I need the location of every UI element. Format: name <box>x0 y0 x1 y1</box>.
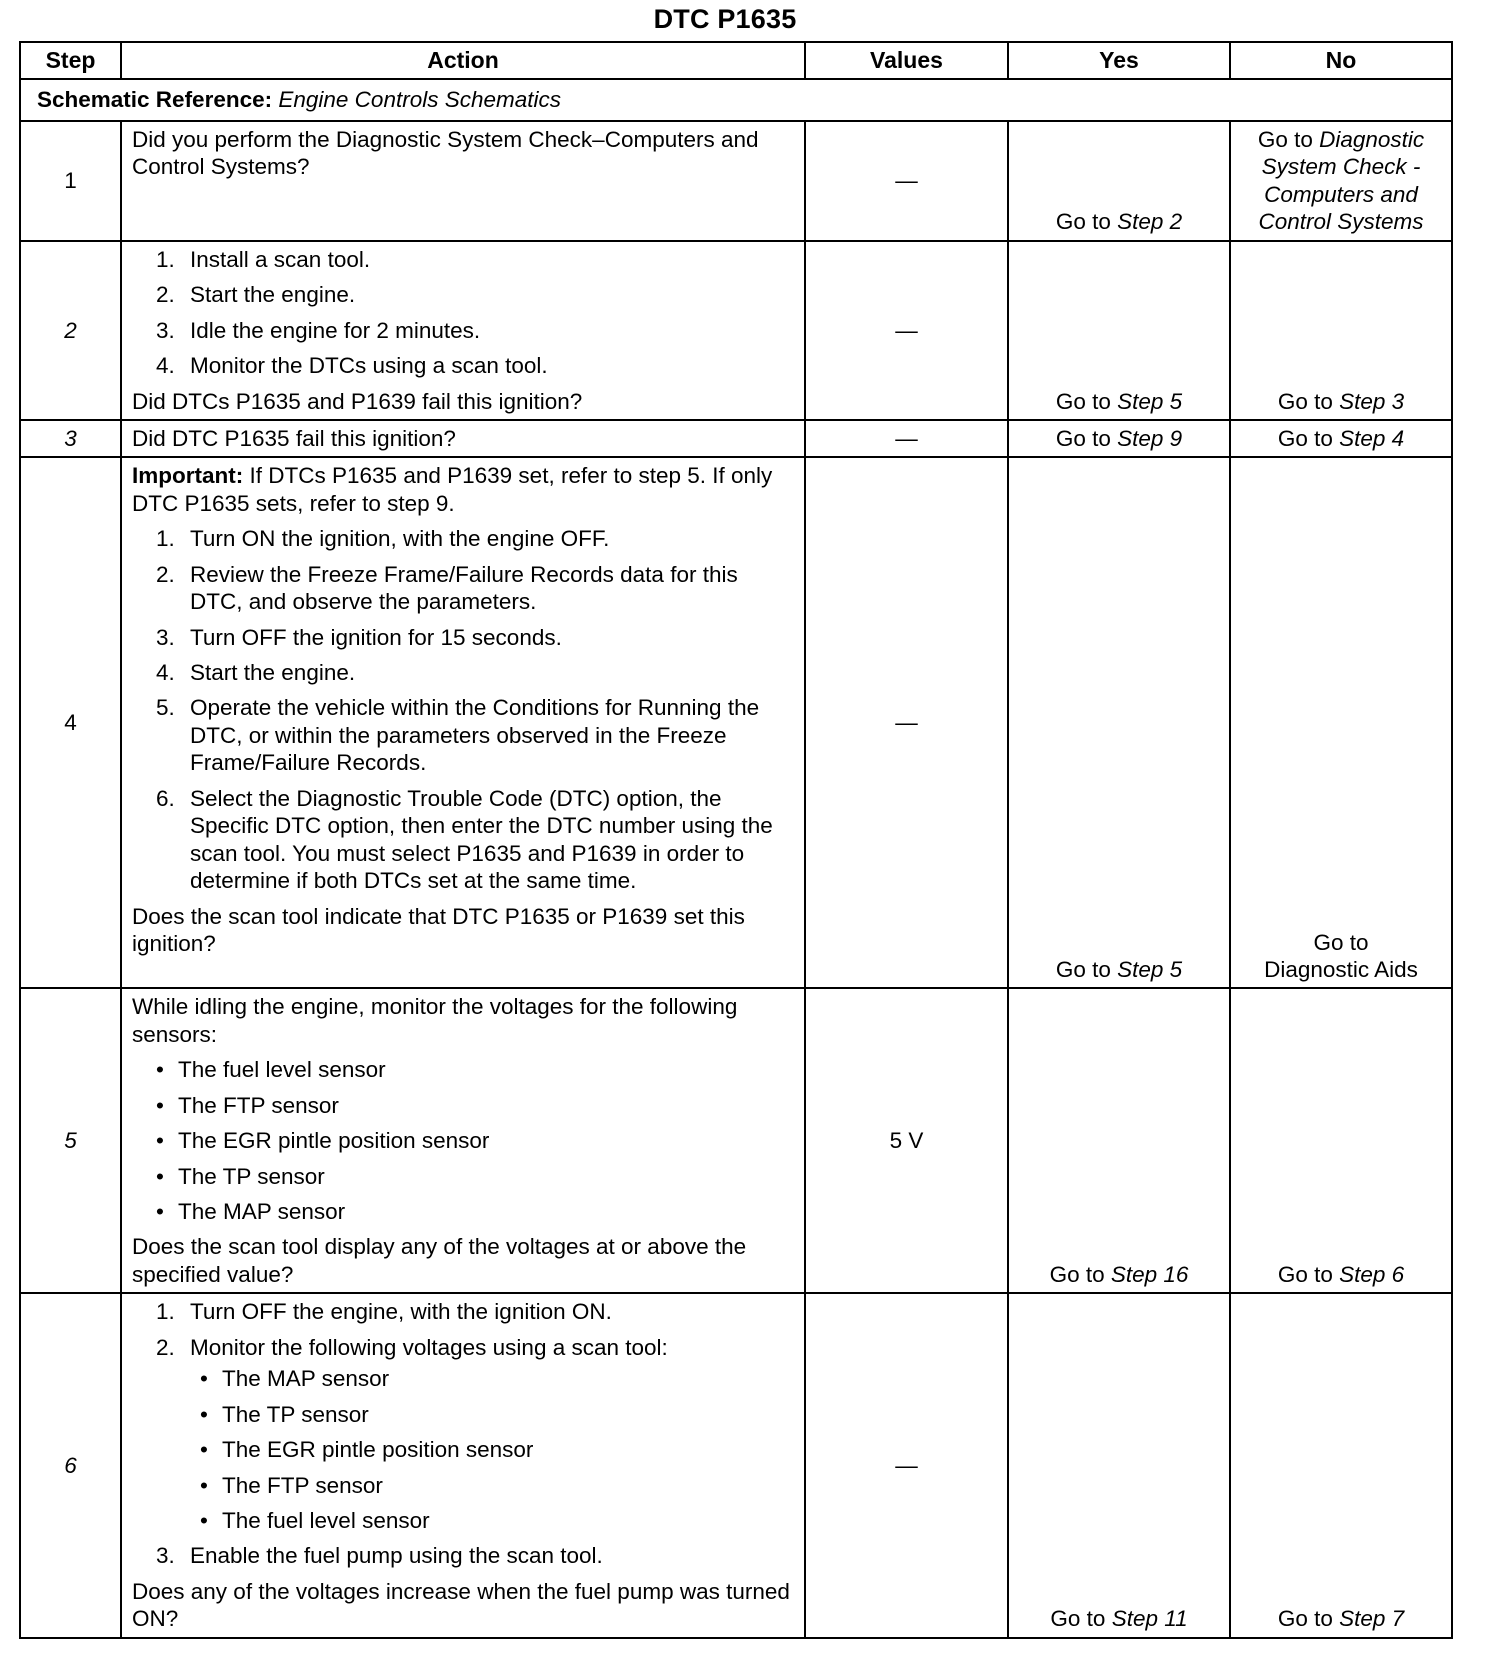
yes-cell <box>1008 241 1230 420</box>
yes-cell <box>1008 988 1230 1293</box>
values-cell: 5 V <box>805 988 1008 1293</box>
list-item: • The MAP sensor <box>190 1365 796 1392</box>
step-number: 2 <box>20 241 121 420</box>
yes-cell <box>1008 121 1230 241</box>
list-item: 6. Select the Diagnostic Trouble Code (DTC) option, the Specific DTC option, then enter the DTC number using the scan tool. You must select P1635 and P1639 in order to determine if both DTCs set at the same time. <box>156 785 773 894</box>
list-item: 2. Review the Freeze Frame/Failure Records data for this DTC, and observe the parameters. <box>156 561 738 615</box>
action-cell <box>121 1293 805 1637</box>
question: Did you perform the Diagnostic System Check–Computers and Control Systems? <box>132 127 759 180</box>
yes-link[interactable]: Step 5 <box>1117 956 1183 982</box>
yes-link[interactable]: Step 9 <box>1117 425 1183 451</box>
list-item: 5. Operate the vehicle within the Conditions for Running the DTC, or within the parameters observed in the Freeze Frame/Failure Records. <box>156 695 760 776</box>
yes-link[interactable]: Step 16 <box>1110 1261 1189 1287</box>
values-cell: — <box>805 121 1008 241</box>
no-cell <box>1230 121 1452 241</box>
question: Did DTCs P1635 and P1639 fail this ignition? <box>132 388 583 414</box>
action-steps <box>132 1298 796 1570</box>
values-cell: — <box>805 457 1008 988</box>
diagnostic-table <box>19 41 1453 1639</box>
goto-text: Go to <box>1055 209 1111 235</box>
step-number: 4 <box>20 457 121 988</box>
list-item: • The TP sensor <box>132 1163 796 1190</box>
goto-text: Go to <box>1277 1261 1333 1287</box>
list-item: 4. Monitor the DTCs using a scan tool. <box>156 353 548 379</box>
no-link-line3[interactable]: Computers and <box>1264 181 1418 207</box>
header-no: No <box>1230 42 1452 79</box>
header-values: Values <box>805 42 1008 79</box>
goto-text: Go to <box>1277 388 1333 414</box>
table-row <box>20 420 1452 457</box>
no-cell <box>1230 1293 1452 1637</box>
list-item: 4. Start the engine. <box>156 660 356 685</box>
table-row <box>20 241 1452 420</box>
question: Did DTC P1635 fail this ignition? <box>121 420 805 457</box>
values-cell: — <box>805 420 1008 457</box>
step-number: 6 <box>20 1293 121 1637</box>
list-item: 1. Turn OFF the engine, with the ignition ON. <box>156 1299 612 1325</box>
action-cell <box>121 457 805 988</box>
yes-cell <box>1008 457 1230 988</box>
action-steps <box>132 246 796 380</box>
table-row <box>20 988 1452 1293</box>
question: Does any of the voltages increase when the fuel pump was turned ON? <box>132 1578 790 1632</box>
list-item: 1. Install a scan tool. <box>156 246 371 272</box>
list-item: • The fuel level sensor <box>132 1056 796 1083</box>
action-steps <box>132 525 796 894</box>
question: Does the scan tool display any of the voltages at or above the specified value? <box>132 1234 747 1287</box>
table-row <box>20 121 1452 241</box>
no-link[interactable]: Step 4 <box>1339 425 1405 451</box>
goto-text: Go to <box>1055 388 1111 414</box>
values-cell: — <box>805 1293 1008 1637</box>
list-item: • The MAP sensor <box>132 1198 796 1225</box>
schematic-link[interactable]: Engine Controls Schematics <box>278 87 562 113</box>
schematic-row <box>20 79 1452 121</box>
list-item: • The EGR pintle position sensor <box>190 1436 796 1463</box>
list-item: 3. Enable the fuel pump using the scan tool. <box>156 1543 603 1569</box>
step-number: 1 <box>20 121 121 241</box>
no-cell <box>1230 241 1452 420</box>
yes-link[interactable]: Step 2 <box>1117 209 1183 235</box>
values-cell: — <box>805 241 1008 420</box>
list-item: • The EGR pintle position sensor <box>132 1127 796 1154</box>
no-link-line4[interactable]: Control Systems <box>1258 209 1424 235</box>
goto-text: Go to <box>1277 1606 1333 1632</box>
yes-cell <box>1008 420 1230 457</box>
important-note: Important: If DTCs P1635 and P1639 set, refer to step 5. If only DTC P1635 sets, refer to step 9. <box>132 463 773 516</box>
question: Does the scan tool indicate that DTC P1635 or P1639 set this ignition? <box>132 903 745 956</box>
list-item: 3. Turn OFF the ignition for 15 seconds. <box>156 624 562 650</box>
no-cell <box>1230 457 1452 988</box>
step-number: 3 <box>20 420 121 457</box>
list-item: • The FTP sensor <box>132 1092 796 1119</box>
no-link[interactable]: Step 3 <box>1339 388 1405 414</box>
list-item: • The fuel level sensor <box>190 1507 796 1534</box>
list-item: 1. Turn ON the ignition, with the engine OFF. <box>156 526 610 552</box>
no-link[interactable]: Diagnostic <box>1319 127 1425 152</box>
goto-text: Go to <box>1277 425 1333 451</box>
sensor-list <box>132 1056 796 1225</box>
table-row <box>20 457 1452 988</box>
yes-link[interactable]: Step 11 <box>1111 1606 1188 1632</box>
table-row <box>20 1293 1452 1637</box>
no-link[interactable]: Step 6 <box>1339 1261 1405 1287</box>
action-cell <box>121 241 805 420</box>
goto-text: Go to <box>1055 425 1111 451</box>
intro-text: While idling the engine, monitor the voltages for the following sensors: <box>132 994 738 1047</box>
list-item: 2. Monitor the following voltages using a scan tool: • The MAP sensor • The TP sensor • The EGR pintle position sensor • The FTP sensor • The fuel level sensor <box>132 1334 796 1535</box>
no-cell <box>1230 988 1452 1293</box>
list-item: 3. Idle the engine for 2 minutes. <box>156 317 481 343</box>
schematic-label: Schematic Reference: <box>37 87 273 113</box>
goto-text: Go to <box>1313 929 1369 955</box>
header-row <box>20 42 1452 79</box>
page-title: DTC P1635 <box>653 4 797 34</box>
header-action: Action <box>121 42 805 79</box>
step-number: 5 <box>20 988 121 1293</box>
sensor-list <box>190 1365 796 1534</box>
action-cell <box>121 988 805 1293</box>
schematic-reference <box>20 79 1452 121</box>
goto-text: Go to <box>1049 1261 1105 1287</box>
list-item: 2. Start the engine. <box>156 282 356 308</box>
no-link[interactable]: Step 7 <box>1339 1606 1405 1632</box>
yes-link[interactable]: Step 5 <box>1117 388 1183 414</box>
action-cell <box>121 121 805 241</box>
goto-text: Go to <box>1050 1606 1106 1632</box>
no-link[interactable]: Diagnostic Aids <box>1264 956 1418 982</box>
goto-text: Go to <box>1055 956 1111 982</box>
yes-cell <box>1008 1293 1230 1637</box>
no-link-line2[interactable]: System Check - <box>1261 154 1421 180</box>
header-yes: Yes <box>1008 42 1230 79</box>
list-item: • The FTP sensor <box>190 1472 796 1499</box>
header-step: Step <box>20 42 121 79</box>
list-item: • The TP sensor <box>190 1401 796 1428</box>
goto-text: Go to <box>1257 127 1313 152</box>
no-cell <box>1230 420 1452 457</box>
